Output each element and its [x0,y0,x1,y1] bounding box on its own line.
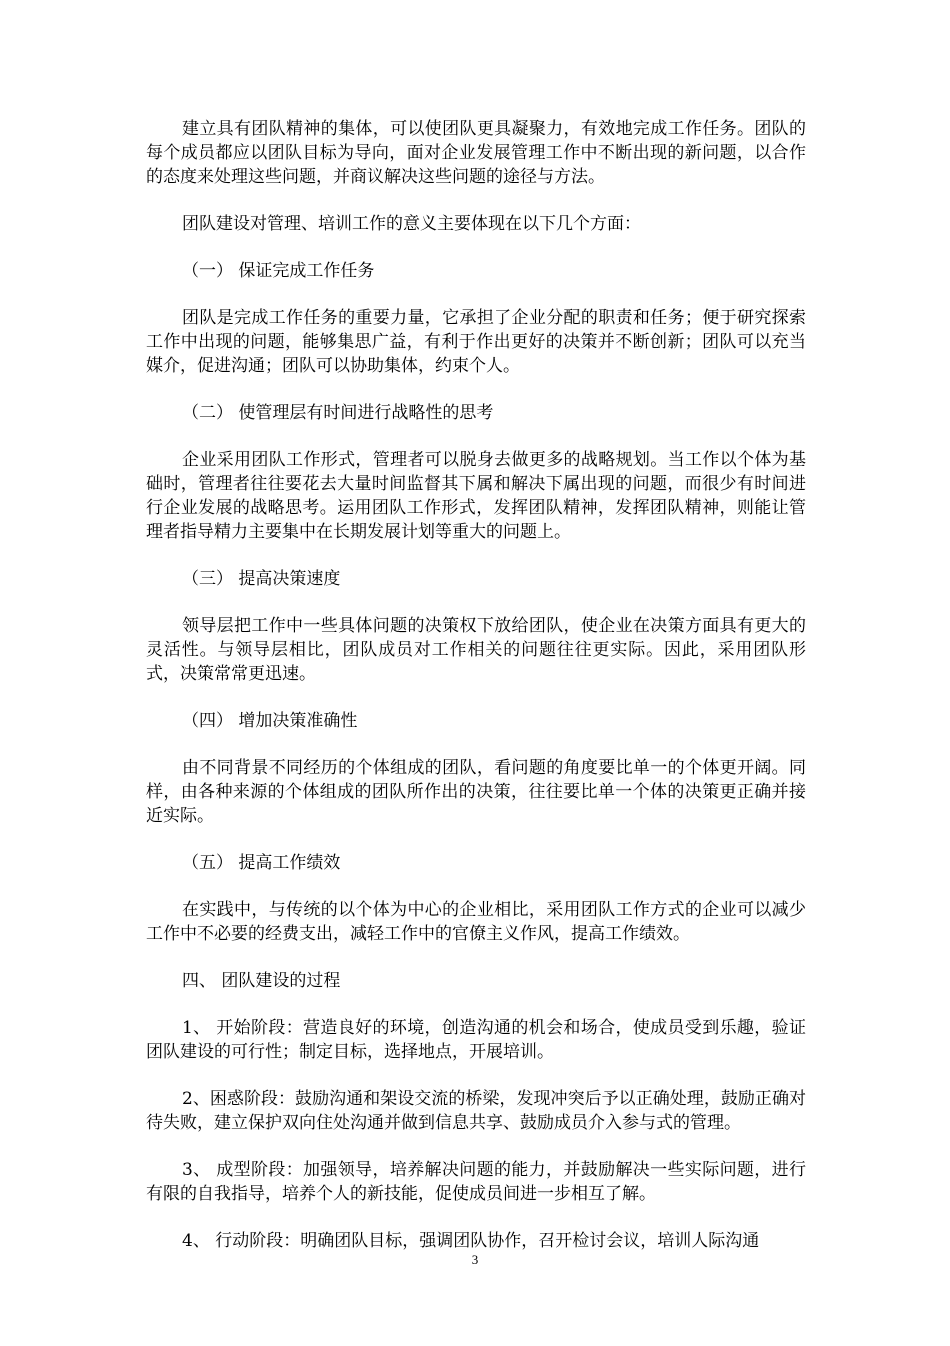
paragraph: 企业采用团队工作形式，管理者可以脱身去做更多的战略规划。当工作以个体为基础时，管理者往往要花去大量时间监督其下属和解决下属出现的问题，而很少有时间进行企业发展的战略思考。运用团队工作形式，发挥团队精神，发挥团队精神，则能让管理者指导精力主要集中在长期发展计划等重大的问题上。 [146,450,806,542]
list-item: 4、 行动阶段：明确团队目标，强调团队协作，召开检讨会议，培训人际沟通 [182,1231,760,1251]
section-heading: （一） 保证完成工作任务 [182,261,375,281]
paragraph: 团队是完成工作任务的重要力量，它承担了企业分配的职责和任务；便于研究探索工作中出现的问题，能够集思广益，有利于作出更好的决策并不断创新；团队可以充当媒介，促进沟通；团队可以协助集体，约束个人。 [146,308,806,376]
section-heading: （二） 使管理层有时间进行战略性的思考 [182,403,494,423]
list-item: 1、 开始阶段：营造良好的环境，创造沟通的机会和场合，使成员受到乐趣，验证团队建设的可行性；制定目标，选择地点，开展培训。 [146,1018,806,1062]
section-heading: （五） 提高工作绩效 [182,853,341,873]
paragraph: 领导层把工作中一些具体问题的决策权下放给团队，使企业在决策方面具有更大的灵活性。与领导层相比，团队成员对工作相关的问题往往更实际。因此，采用团队形式，决策常常更迅速。 [146,616,806,684]
paragraph: 团队建设对管理、培训工作的意义主要体现在以下几个方面： [182,214,641,234]
section-heading: 四、 团队建设的过程 [182,971,341,991]
paragraph: 由不同背景不同经历的个体组成的团队，看问题的角度要比单一的个体更开阔。同样，由各种来源的个体组成的团队所作出的决策，往往要比单一个体的决策更正确并接近实际。 [146,758,806,826]
paragraph: 在实践中，与传统的以个体为中心的企业相比，采用团队工作方式的企业可以减少工作中不必要的经费支出，减轻工作中的官僚主义作风，提高工作绩效。 [146,900,806,944]
list-item: 2、困惑阶段：鼓励沟通和架设交流的桥梁，发现冲突后予以正确处理，鼓励正确对待失败，建立保护双向住处沟通并做到信息共享、鼓励成员介入参与式的管理。 [146,1089,806,1133]
document-body [146,117,806,1276]
section-heading: （四） 增加决策准确性 [182,711,358,731]
paragraph: 建立具有团队精神的集体，可以使团队更具凝聚力，有效地完成工作任务。团队的每个成员都应以团队目标为导向，面对企业发展管理工作中不断出现的新问题，以合作的态度来处理这些问题，并商议解决这些问题的途径与方法。 [146,119,806,187]
section-heading: （三） 提高决策速度 [182,569,341,589]
page-number: 3 [471,1252,479,1267]
list-item: 3、 成型阶段：加强领导，培养解决问题的能力，并鼓励解决一些实际问题，进行有限的自我指导，培养个人的新技能，促使成员间进一步相互了解。 [146,1160,806,1204]
